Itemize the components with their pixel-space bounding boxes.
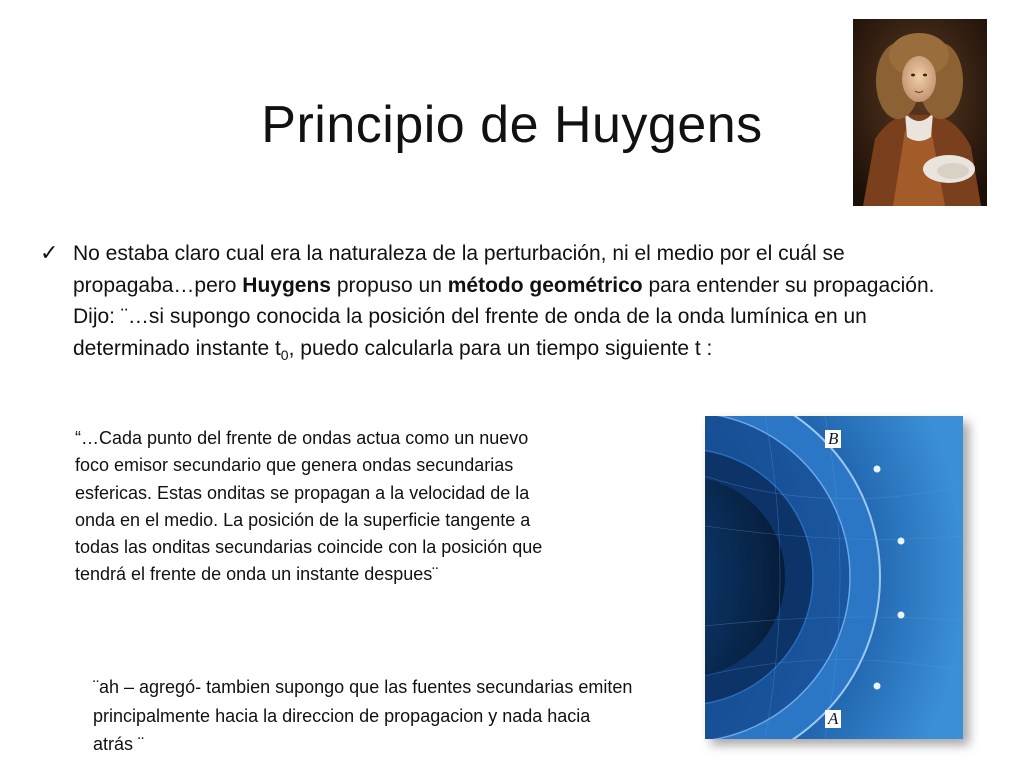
- huygens-portrait-image: [853, 19, 987, 206]
- huygens-quote: “…Cada punto del frente de ondas actua como un nuevo foco emisor secundario que genera ondas secundarias esfericas. Estas onditas se propagan a la velocidad de la onda en el medio. La posición de la superficie tangente a todas las onditas secundarias coincide con la posición que tendrá el frente de onda un instante despues¨: [75, 428, 543, 585]
- bullet-paragraph: [40, 238, 970, 364]
- point-b-label: B: [825, 430, 841, 448]
- wavefront-diagram: [705, 416, 963, 739]
- point-a-label: A: [825, 710, 841, 728]
- bullet-text: No estaba claro cual era la naturaleza de la perturbación, ni el medio por el cuál se propagaba…pero Huygens propuso un método geométrico para entender su propagación. Dijo: ¨…si supongo conocida la posición del frente de onda de la onda lumínica en un determinado instante $t_0$, puedo calcularla para un tiempo siguiente t :: [73, 242, 935, 363]
- check-icon: ✓: [40, 241, 59, 266]
- wavefront-figure: [705, 416, 963, 739]
- slide-title: Principio de Huygens: [261, 95, 763, 154]
- huygens-note: ¨ah – agregó- tambien supongo que las fuentes secundarias emiten principalmente hacia la direccion de propagacion y nada hacia atrás ¨: [93, 677, 633, 754]
